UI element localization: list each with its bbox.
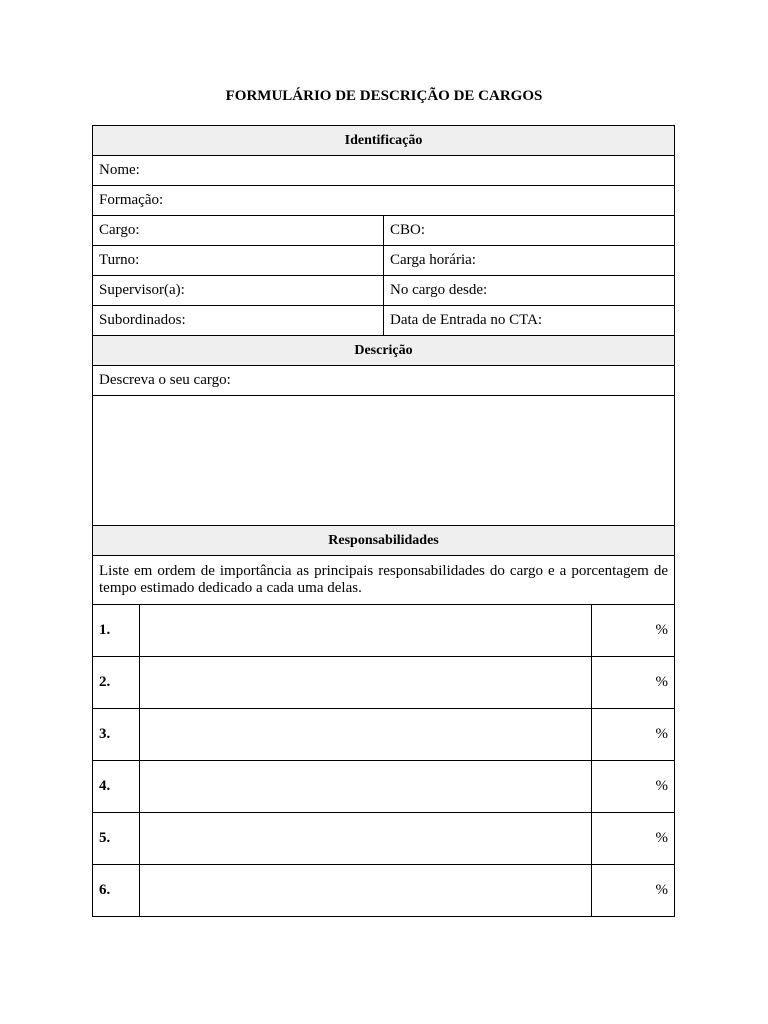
- responsibility-row: [93, 709, 675, 761]
- turno-field[interactable]: Turno:: [93, 246, 384, 276]
- nome-field[interactable]: Nome:: [93, 156, 675, 186]
- descreva-label: Descreva o seu cargo:: [93, 366, 675, 396]
- responsibility-row: [93, 605, 675, 657]
- responsibility-description-field[interactable]: [140, 709, 592, 761]
- cargo-field[interactable]: Cargo:: [93, 216, 384, 246]
- form-row-turno-carga: [93, 246, 675, 276]
- form-row-cargo-cbo: [93, 216, 675, 246]
- form-row-formacao: [93, 186, 675, 216]
- responsibility-description-field[interactable]: [140, 657, 592, 709]
- section-header-descricao: [93, 336, 675, 366]
- responsibility-percent-field[interactable]: %: [592, 761, 675, 813]
- section-header-responsabilidades: [93, 526, 675, 556]
- responsibility-number: 3.: [93, 709, 140, 761]
- responsibility-number: 2.: [93, 657, 140, 709]
- responsibility-row: [93, 813, 675, 865]
- form-row-subordinados-entrada: [93, 306, 675, 336]
- responsibility-percent-field[interactable]: %: [592, 709, 675, 761]
- form-row-instructions: [93, 556, 675, 605]
- job-description-form: [92, 125, 675, 917]
- section-title-responsabilidades: Responsabilidades: [93, 526, 675, 556]
- responsibility-number: 1.: [93, 605, 140, 657]
- cbo-field[interactable]: CBO:: [384, 216, 675, 246]
- responsibility-row: [93, 865, 675, 917]
- responsibility-description-field[interactable]: [140, 605, 592, 657]
- responsibility-number: 6.: [93, 865, 140, 917]
- responsibility-description-field[interactable]: [140, 865, 592, 917]
- form-row-supervisor-desde: [93, 276, 675, 306]
- responsibility-description-field[interactable]: [140, 813, 592, 865]
- form-row-nome: [93, 156, 675, 186]
- section-title-descricao: Descrição: [93, 336, 675, 366]
- section-header-identificacao: [93, 126, 675, 156]
- responsibility-number: 5.: [93, 813, 140, 865]
- page-title: FORMULÁRIO DE DESCRIÇÃO DE CARGOS: [225, 88, 543, 104]
- responsibility-percent-field[interactable]: %: [592, 605, 675, 657]
- responsibility-row: [93, 657, 675, 709]
- subordinados-field[interactable]: Subordinados:: [93, 306, 384, 336]
- responsibility-description-field[interactable]: [140, 761, 592, 813]
- description-text-area[interactable]: [93, 396, 675, 526]
- form-row-descreva: [93, 366, 675, 396]
- formacao-field[interactable]: Formação:: [93, 186, 675, 216]
- section-title-identificacao: Identificação: [93, 126, 675, 156]
- no-cargo-desde-field[interactable]: No cargo desde:: [384, 276, 675, 306]
- carga-horaria-field[interactable]: Carga horária:: [384, 246, 675, 276]
- responsibility-percent-field[interactable]: %: [592, 813, 675, 865]
- responsibilities-instructions: Liste em ordem de importância as principais responsabilidades do cargo e a porcentagem de tempo estimado dedicado a cada uma delas.: [93, 556, 675, 605]
- form-row-description-area: [93, 396, 675, 526]
- responsibility-percent-field[interactable]: %: [592, 865, 675, 917]
- responsibility-number: 4.: [93, 761, 140, 813]
- responsibility-row: [93, 761, 675, 813]
- responsibility-percent-field[interactable]: %: [592, 657, 675, 709]
- data-entrada-field[interactable]: Data de Entrada no CTA:: [384, 306, 675, 336]
- supervisor-field[interactable]: Supervisor(a):: [93, 276, 384, 306]
